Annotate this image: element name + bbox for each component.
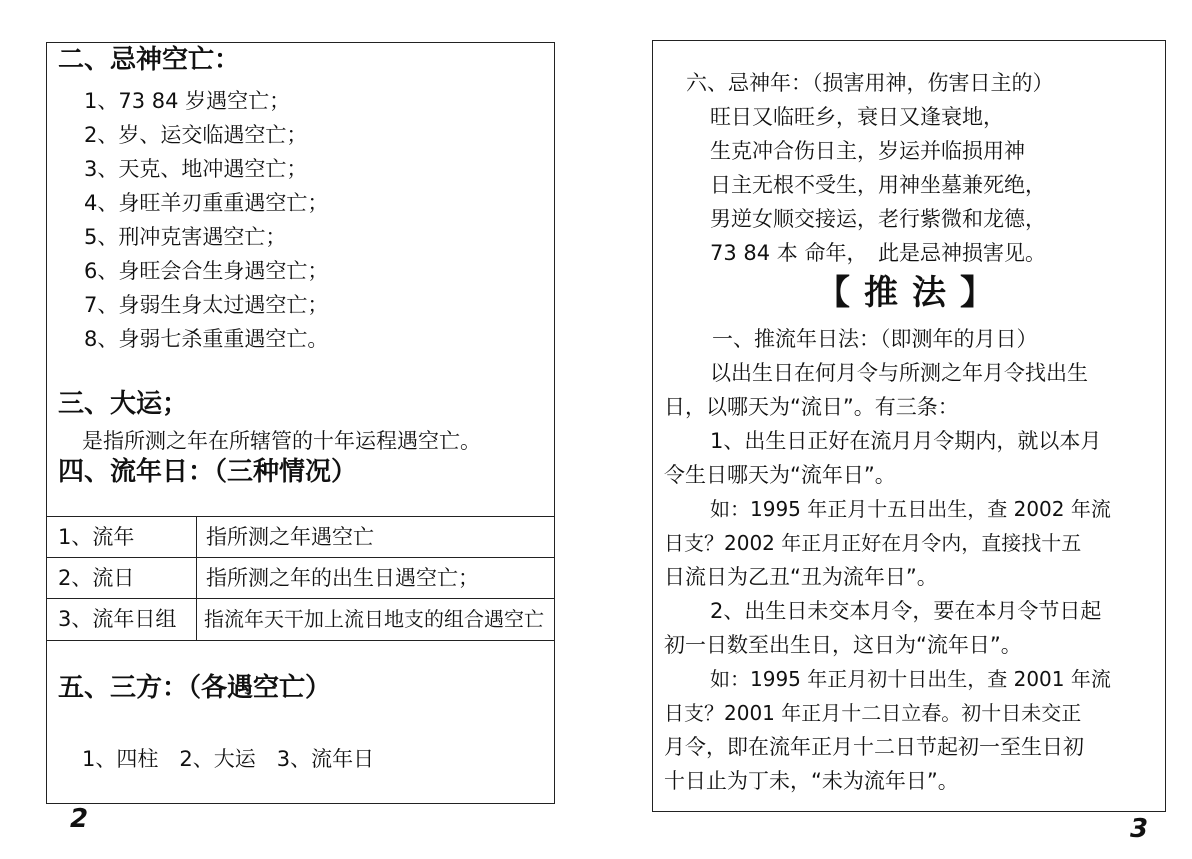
body-line: 2、出生日未交本月令，要在本月令节日起 [710, 599, 1102, 623]
subsection-1-title: 一、推流年日法：（即测年的月日） [712, 327, 1038, 351]
table-rule [46, 640, 555, 641]
body-line: 如：1995 年正月初十日出生，查 2001 年流 [710, 667, 1111, 691]
list-item: 4、身旺羊刃重重遇空亡； [84, 191, 329, 215]
body-line: 日流日为乙丑“丑为流年日”。 [664, 565, 938, 589]
body-line: 如：1995 年正月十五日出生，查 2002 年流 [710, 497, 1111, 521]
list-item: 7、身弱生身太过遇空亡； [84, 293, 329, 317]
body-line: 月令，即在流年正月十二日节起初一至生日初 [664, 735, 1084, 759]
body-line: 日支？2001 年正月十二日立春。初十日未交正 [664, 701, 1082, 725]
section-3-title: 三、大运； [58, 389, 189, 419]
table-column-divider [196, 516, 197, 640]
list-item: 2、岁、运交临遇空亡； [84, 123, 308, 147]
poem-line: 日主无根不受生，用神坐墓兼死绝， [710, 173, 1046, 197]
method-heading: 【推法】 [816, 273, 1008, 313]
list-item: 8、身弱七杀重重遇空亡。 [84, 327, 329, 351]
body-line: 1、出生日正好在流月月令期内，就以本月 [710, 429, 1102, 453]
page-number-left: 2 [70, 804, 89, 834]
page-number-right: 3 [1130, 814, 1149, 844]
body-line: 日，以哪天为“流日”。有三条： [664, 395, 959, 419]
table-cell-value: 指所测之年的出生日遇空亡； [206, 566, 479, 590]
body-line: 令生日哪天为“流年日”。 [664, 463, 896, 487]
list-item: 1、73 84 岁遇空亡； [84, 89, 291, 113]
body-line: 日支？2002 年正月正好在月令内，直接找十五 [664, 531, 1082, 555]
section-6-title: 六、忌神年：（损害用神，伤害日主的） [686, 71, 1054, 95]
body-line: 以出生日在何月令与所测之年月令找出生 [710, 361, 1088, 385]
body-line: 十日止为丁未，“未为流年日”。 [664, 769, 959, 793]
table-cell-value: 指流年天干加上流日地支的组合遇空亡 [204, 607, 544, 631]
list-item: 6、身旺会合生身遇空亡； [84, 259, 329, 283]
section-4-title: 四、流年日：（三种情况） [58, 457, 358, 487]
poem-line: 73 84 本 命年， 此是忌神损害见。 [710, 241, 1046, 265]
section-3-text: 是指所测之年在所辖管的十年运程遇空亡。 [82, 429, 481, 453]
table-rule [46, 516, 555, 517]
section-2-title: 二、忌神空亡： [58, 45, 241, 75]
table-rule [46, 557, 555, 558]
section-5-title: 五、三方：（各遇空亡） [58, 673, 332, 703]
section-5-text: 1、四柱 2、大运 3、流年日 [82, 747, 375, 771]
table-cell-key: 1、流年 [58, 525, 135, 549]
list-item: 5、刑冲克害遇空亡； [84, 225, 287, 249]
table-cell-key: 3、流年日组 [58, 607, 177, 631]
list-item: 3、天克、地冲遇空亡； [84, 157, 308, 181]
poem-line: 旺日又临旺乡，衰日又逢衰地， [710, 105, 1004, 129]
table-cell-value: 指所测之年遇空亡 [206, 525, 374, 549]
poem-line: 男逆女顺交接运，老行紫微和龙德， [710, 207, 1046, 231]
poem-line: 生克冲合伤日主，岁运并临损用神 [710, 139, 1025, 163]
body-line: 初一日数至出生日，这日为“流年日”。 [664, 633, 1022, 657]
table-rule [46, 598, 555, 599]
table-cell-key: 2、流日 [58, 566, 135, 590]
